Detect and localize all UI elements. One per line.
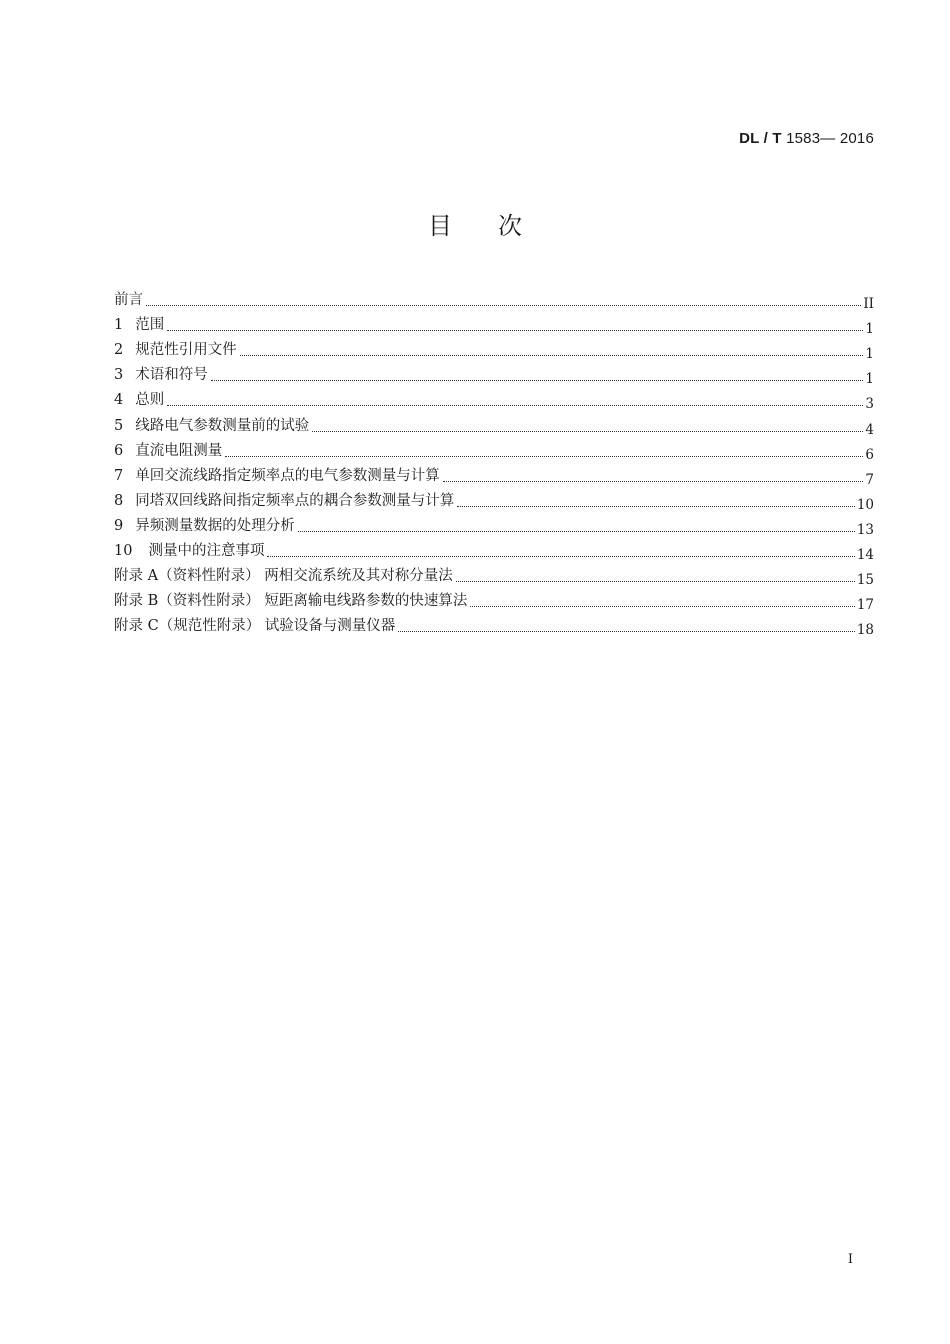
toc-entry-number: 5 bbox=[114, 417, 124, 434]
toc-entry-label-group bbox=[114, 518, 295, 535]
toc-entry-number: 7 bbox=[114, 467, 124, 484]
toc-entry-page: 6 bbox=[865, 446, 874, 463]
toc-entry-label: 线路电气参数测量前的试验 bbox=[135, 417, 310, 434]
toc-entry[interactable] bbox=[114, 359, 874, 388]
toc-entry-page: 1 bbox=[865, 321, 874, 338]
toc-entry-label: 附录 A（资料性附录） 两相交流系统及其对称分量法 bbox=[114, 568, 453, 585]
toc-entry-page: 17 bbox=[856, 597, 874, 614]
toc-entry-label-group bbox=[114, 292, 143, 309]
toc-entry-label: 总则 bbox=[135, 392, 165, 409]
toc-entry-page: 1 bbox=[865, 371, 874, 388]
toc-entry-label: 前言 bbox=[114, 292, 143, 309]
toc-entry-label-group bbox=[114, 493, 454, 510]
toc-entry-label-group bbox=[114, 618, 395, 635]
toc-entry-label: 异频测量数据的处理分析 bbox=[135, 517, 295, 534]
toc-leader-dots bbox=[456, 581, 855, 582]
toc-entry-label-group bbox=[114, 543, 264, 560]
toc-entry-page: 14 bbox=[856, 547, 874, 564]
toc-entry-label: 附录 C（规范性附录） 试验设备与测量仪器 bbox=[114, 618, 396, 635]
toc-entry[interactable] bbox=[114, 460, 874, 488]
toc-leader-dots bbox=[312, 431, 863, 432]
toc-entry-label: 直流电阻测量 bbox=[135, 442, 223, 459]
toc-entry-page: 13 bbox=[856, 521, 874, 538]
toc-entry-page: II bbox=[863, 296, 874, 313]
toc-entry-number: 10 bbox=[114, 543, 133, 560]
toc-entry[interactable] bbox=[114, 284, 874, 313]
toc-entry-label-group bbox=[114, 568, 453, 585]
toc-entry-label-group bbox=[114, 392, 164, 409]
toc-leader-dots bbox=[443, 481, 864, 482]
toc-entry[interactable] bbox=[114, 585, 874, 614]
toc-entry-label: 范围 bbox=[135, 317, 165, 334]
toc-entry[interactable] bbox=[114, 560, 874, 589]
toc-entry-page: 1 bbox=[865, 346, 874, 363]
toc-leader-dots bbox=[240, 355, 864, 356]
document-code-number: 1583— 2016 bbox=[781, 130, 874, 147]
toc-leader-dots bbox=[167, 330, 863, 331]
toc-entry-label-group bbox=[114, 468, 440, 485]
toc-entry-label-group bbox=[114, 317, 164, 334]
toc-leader-dots bbox=[267, 556, 854, 557]
toc-entry[interactable] bbox=[114, 485, 874, 513]
toc-leader-dots bbox=[298, 531, 855, 532]
toc-entry[interactable] bbox=[114, 610, 874, 639]
toc-entry[interactable] bbox=[114, 435, 874, 463]
toc-entry[interactable] bbox=[114, 409, 874, 438]
toc-entry-label: 规范性引用文件 bbox=[135, 342, 237, 359]
toc-entry[interactable] bbox=[114, 535, 874, 564]
table-of-contents bbox=[114, 284, 874, 639]
toc-entry-number: 9 bbox=[114, 517, 124, 534]
toc-entry-label: 测量中的注意事项 bbox=[148, 543, 265, 560]
toc-entry-label: 单回交流线路指定频率点的电气参数测量与计算 bbox=[135, 467, 440, 484]
toc-entry[interactable] bbox=[114, 384, 874, 413]
toc-entry-number: 4 bbox=[114, 392, 124, 409]
toc-leader-dots bbox=[146, 305, 861, 306]
toc-leader-dots bbox=[398, 631, 855, 632]
toc-entry-page: 7 bbox=[865, 471, 874, 488]
toc-entry-label-group bbox=[114, 418, 309, 435]
toc-entry-number: 8 bbox=[114, 492, 124, 509]
toc-entry-label: 同塔双回线路间指定频率点的耦合参数测量与计算 bbox=[135, 492, 455, 509]
page-number: I bbox=[847, 1252, 853, 1267]
toc-leader-dots bbox=[225, 456, 863, 457]
toc-entry[interactable] bbox=[114, 309, 874, 338]
toc-entry-number: 6 bbox=[114, 442, 124, 459]
toc-leader-dots bbox=[211, 380, 864, 381]
toc-entry-number: 3 bbox=[114, 367, 124, 384]
toc-entry-label-group bbox=[114, 367, 208, 384]
toc-leader-dots bbox=[167, 405, 863, 406]
toc-entry-label-group bbox=[114, 443, 222, 460]
toc-entry[interactable] bbox=[114, 510, 874, 538]
toc-leader-dots bbox=[457, 506, 855, 507]
document-code-prefix: DL / T bbox=[739, 130, 782, 147]
toc-entry-page: 15 bbox=[856, 572, 874, 589]
toc-leader-dots bbox=[470, 606, 854, 607]
toc-entry-label: 术语和符号 bbox=[135, 367, 208, 384]
toc-entry-page: 4 bbox=[865, 421, 874, 438]
toc-entry-label-group bbox=[114, 342, 237, 359]
toc-title: 目次 bbox=[428, 212, 568, 240]
document-code bbox=[739, 130, 874, 147]
toc-entry[interactable] bbox=[114, 334, 874, 363]
toc-entry-page: 10 bbox=[856, 496, 874, 513]
toc-entry-label: 附录 B（资料性附录） 短距离输电线路参数的快速算法 bbox=[114, 593, 468, 610]
toc-entry-number: 1 bbox=[114, 317, 124, 334]
toc-entry-label-group bbox=[114, 593, 467, 610]
toc-entry-page: 3 bbox=[865, 396, 874, 413]
toc-entry-page: 18 bbox=[856, 622, 874, 639]
toc-entry-number: 2 bbox=[114, 342, 124, 359]
